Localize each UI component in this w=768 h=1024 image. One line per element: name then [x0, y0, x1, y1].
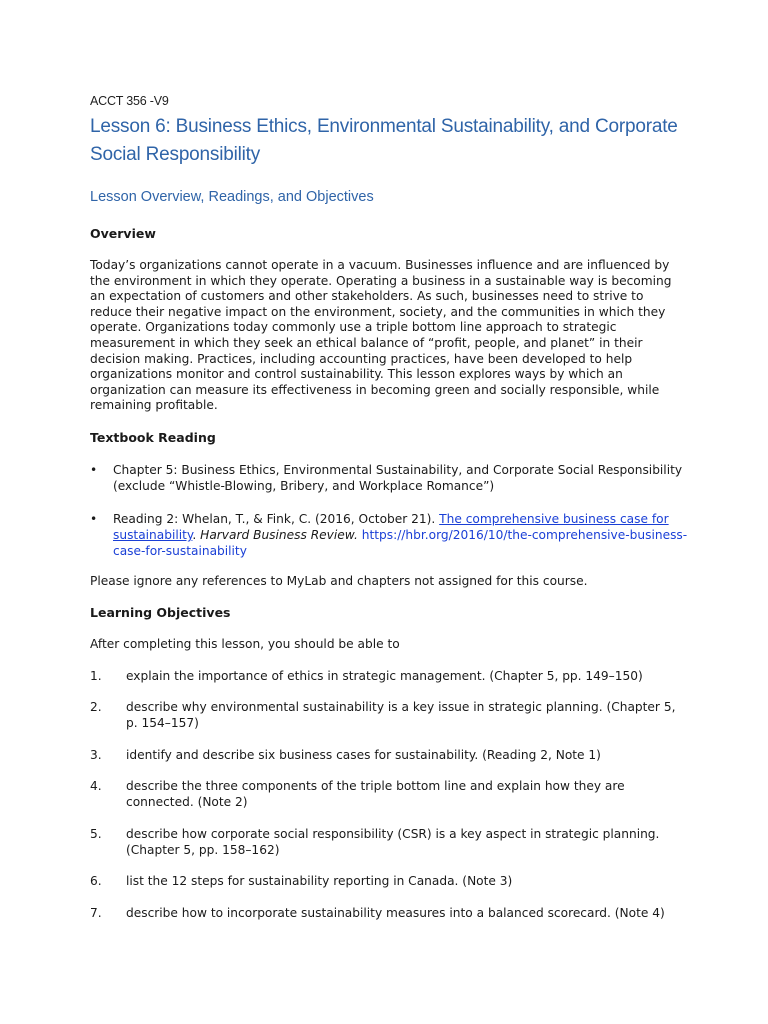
citation-punctuation: .: [192, 528, 201, 542]
objective-number: 4.: [90, 779, 102, 793]
journal-name: Harvard Business Review.: [200, 528, 358, 542]
reading-citation-prefix: Reading 2: Whelan, T., & Fink, C. (2016, October 21).: [113, 512, 440, 526]
objective-text: identify and describe six business cases for sustainability. (Reading 2, Note 1): [126, 748, 601, 762]
objective-number: 1.: [90, 669, 102, 683]
overview-heading: Overview: [90, 226, 156, 241]
article-link[interactable]: The comprehensive business case for sustainability: [113, 512, 669, 542]
article-url-link[interactable]: https://hbr.org/2016/10/the-comprehensive-business-case-for-sustainability: [113, 528, 688, 558]
overview-text: Today’s organizations cannot operate in a vacuum. Businesses influence and are influenced by the environment in which they operate. Operating a business in a sustainable way is becoming an expectation of customers and other stakeholders. As such, businesses need to strive to reduce their negative impact on the environment, society, and the communities in which they operate. Organizations today commonly use a triple bottom line approach to strategic measurement in which they seek an ethical balance of “profit, people, and planet” in their decision making. Practices, including accounting practices, have been developed to help organizations monitor and control sustainability. This lesson explores ways by which an organization can measure its effectiveness in becoming green and socially responsible, while remaining profitable.: [90, 258, 672, 413]
objective-number: 2.: [90, 700, 102, 714]
objective-number: 3.: [90, 748, 102, 762]
objective-text: describe how to incorporate sustainability measures into a balanced scorecard. (Note 4): [126, 906, 665, 920]
objective-number: 5.: [90, 827, 102, 841]
lesson-subtitle: Lesson Overview, Readings, and Objectives: [90, 189, 374, 205]
reading-item-text: [113, 511, 688, 559]
objective-number: 6.: [90, 874, 102, 888]
lesson-title: Lesson 6: Business Ethics, Environmental Sustainability, and Corporate Social Responsibility: [90, 116, 678, 165]
bullet-icon: •: [90, 463, 98, 477]
bullet-icon: •: [90, 512, 98, 526]
learning-objectives-heading: Learning Objectives: [90, 605, 231, 620]
reading-item-text: Chapter 5: Business Ethics, Environmental Sustainability, and Corporate Social Responsibility (exclude “Whistle-Blowing, Bribery, and Workplace Romance”): [113, 463, 683, 493]
objective-number: 7.: [90, 906, 102, 920]
textbook-reading-heading: Textbook Reading: [90, 430, 216, 445]
learning-objectives-intro: After completing this lesson, you should be able to: [90, 637, 400, 651]
objective-text: explain the importance of ethics in strategic management. (Chapter 5, pp. 149–150): [126, 669, 643, 683]
objective-text: describe why environmental sustainability is a key issue in strategic planning. (Chapter 5, p. 154–157): [126, 700, 676, 730]
objective-text: list the 12 steps for sustainability reporting in Canada. (Note 3): [126, 874, 513, 888]
course-code: ACCT 356 -V9: [90, 94, 169, 108]
objective-text: describe how corporate social responsibility (CSR) is a key aspect in strategic planning. (Chapter 5, pp. 158–162): [126, 827, 660, 857]
reading-note: Please ignore any references to MyLab and chapters not assigned for this course.: [90, 574, 588, 588]
objective-text: describe the three components of the triple bottom line and explain how they are connected. (Note 2): [126, 779, 625, 809]
